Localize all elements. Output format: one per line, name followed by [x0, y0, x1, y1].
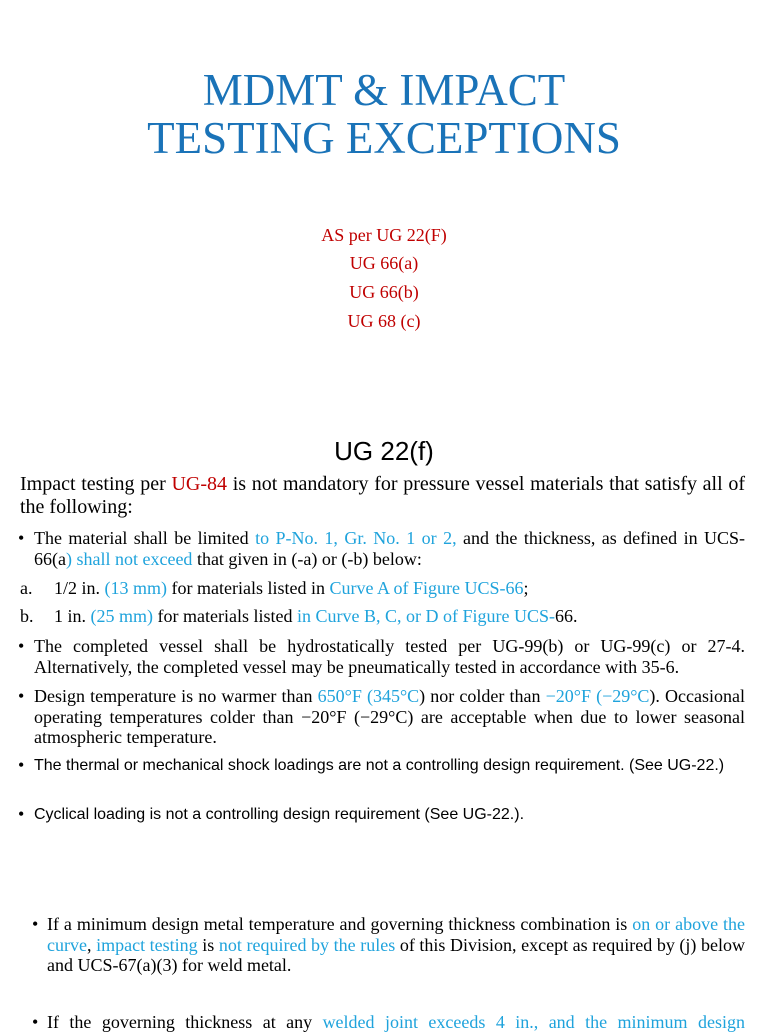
bullet-icon: • [32, 914, 39, 934]
item-b-label: b. [20, 606, 34, 626]
bullet-curve-combination: If a minimum design metal temperature and governing thickness combination is on or above the curve, impact testing is not required by the rules of this Division, except as required by (j) below and UCS-67(a)(3) for weld metal. [47, 914, 746, 975]
bullet-material-limit: The material shall be limited to P-No. 1, Gr. No. 1 or 2, and the thickness, as defined in UCS-66(a) shall not exceed that given in (-a) or (-b) below: [34, 528, 746, 569]
item-a-label: a. [20, 578, 33, 598]
bullet-cyclical-loading: Cyclical loading is not a controlling design requirement (See UG-22.). [34, 806, 525, 823]
bullet-design-temperature: Design temperature is no warmer than 650°F (345°C) nor colder than −20°F (−29°C). Occasional operating temperatures colder than −20°F (−29°C) are acceptable when due to lower seasonal atmospheric temperature. [34, 686, 745, 747]
intro-paragraph: Impact testing per UG-84 is not mandatory for pressure vessel materials that satisfy all of the following: [20, 473, 745, 518]
bullet-icon: • [32, 1012, 39, 1032]
section-heading: UG 22(f) [334, 436, 434, 466]
bullet-governing-thickness: If the governing thickness at any welded joint exceeds 4 in., and the minimum design [47, 1012, 745, 1032]
title-line-1: MDMT & IMPACT [202, 65, 566, 115]
page-title [0, 66, 768, 162]
reference-4: UG 68 (c) [347, 311, 421, 331]
ug84-reference: UG-84 [171, 473, 228, 495]
title-line-2: TESTING EXCEPTIONS [147, 113, 621, 163]
item-a: 1/2 in. (13 mm) for materials listed in Curve A of Figure UCS-66; [54, 578, 529, 598]
bullet-icon: • [18, 804, 25, 824]
bullet-shock-loading: The thermal or mechanical shock loadings are not a controlling design requirement. (See UG-22.) [34, 757, 725, 774]
reference-2: UG 66(a) [349, 253, 419, 273]
bullet-icon: • [18, 686, 25, 706]
reference-3: UG 66(b) [349, 282, 419, 302]
bullet-icon: • [18, 528, 25, 548]
bullet-hydrostatic-test: The completed vessel shall be hydrostatically tested per UG-99(b) or UG-99(c) or 27-4. Alternatively, the completed vessel may be pneumatically tested in accordance with 35-6. [34, 636, 745, 677]
item-b: 1 in. (25 mm) for materials listed in Curve B, C, or D of Figure UCS-66. [54, 606, 578, 626]
reference-1: AS per UG 22(F) [321, 225, 447, 245]
bullet-icon: • [18, 755, 25, 775]
bullet-icon: • [18, 636, 25, 656]
